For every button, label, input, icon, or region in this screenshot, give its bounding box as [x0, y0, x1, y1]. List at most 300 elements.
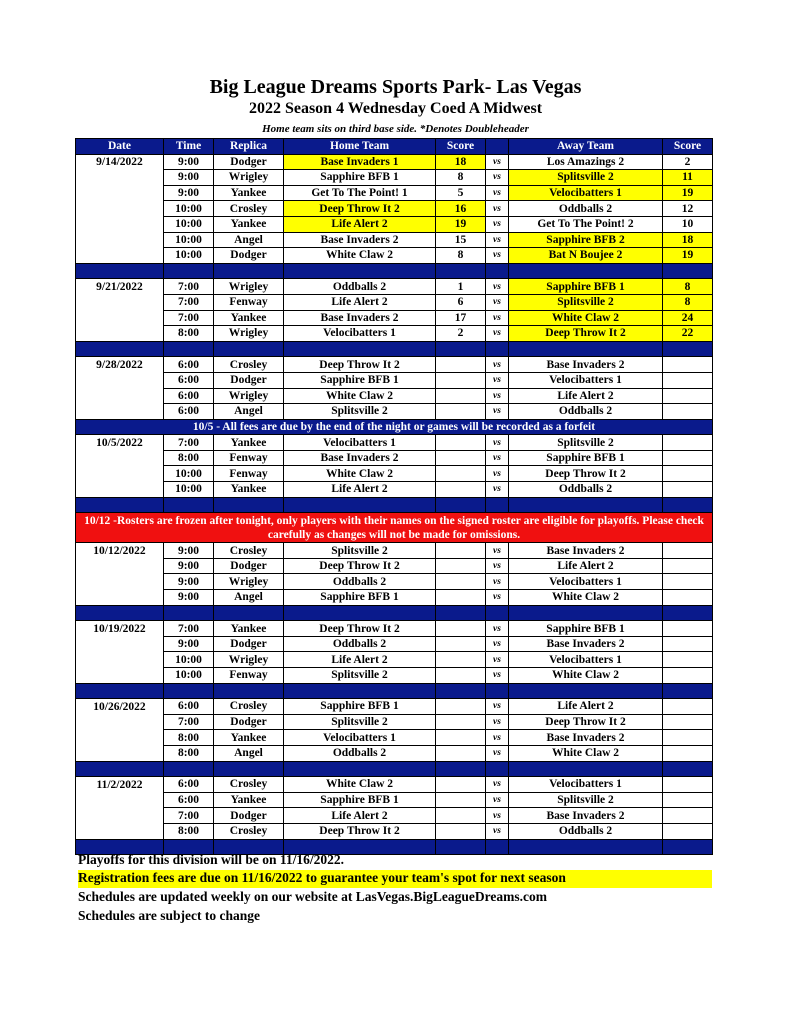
away-score-cell [663, 636, 713, 652]
away-team-cell: Velocibatters 1 [509, 185, 663, 201]
table-row [76, 450, 713, 466]
replica-field-cell: Fenway [214, 450, 284, 466]
away-score-cell [663, 466, 713, 482]
spacer-cell [436, 605, 486, 621]
away-score-cell [663, 435, 713, 451]
home-score-cell [436, 823, 486, 839]
time-cell: 8:00 [164, 730, 214, 746]
time-cell: 7:00 [164, 435, 214, 451]
away-score-cell [663, 808, 713, 824]
spacer-cell [214, 341, 284, 357]
home-team-cell: Deep Throw It 2 [284, 558, 436, 574]
away-score-cell [663, 450, 713, 466]
spacer-cell [284, 263, 436, 279]
column-header-home-score: Score [436, 139, 486, 155]
home-team-cell: Oddballs 2 [284, 574, 436, 590]
spacer-cell [164, 605, 214, 621]
spacer-cell [164, 341, 214, 357]
date-cell: 10/12/2022 [76, 543, 164, 559]
date-cell [76, 730, 164, 746]
home-score-cell [436, 388, 486, 404]
date-cell [76, 745, 164, 761]
away-team-cell: Deep Throw It 2 [509, 326, 663, 342]
replica-field-cell: Crosley [214, 777, 284, 793]
away-team-cell: Splitsville 2 [509, 435, 663, 451]
spacer-cell [164, 263, 214, 279]
away-team-cell: White Claw 2 [509, 310, 663, 326]
replica-field-cell: Dodger [214, 248, 284, 264]
away-team-cell: Oddballs 2 [509, 201, 663, 217]
date-cell [76, 294, 164, 310]
vs-label: vs [486, 466, 509, 482]
page-subtitle: 2022 Season 4 Wednesday Coed A Midwest [248, 100, 543, 117]
time-cell: 8:00 [164, 745, 214, 761]
date-cell [76, 450, 164, 466]
away-team-cell: Life Alert 2 [509, 699, 663, 715]
date-cell [76, 201, 164, 217]
replica-field-cell: Dodger [214, 372, 284, 388]
away-team-cell: Sapphire BFB 1 [509, 279, 663, 295]
replica-field-cell: Yankee [214, 730, 284, 746]
table-row [76, 279, 713, 295]
home-team-cell: Oddballs 2 [284, 279, 436, 295]
date-cell [76, 590, 164, 606]
table-row [76, 201, 713, 217]
away-team-cell: Oddballs 2 [509, 482, 663, 498]
vs-label: vs [486, 388, 509, 404]
spacer-row [76, 605, 713, 621]
replica-field-cell: Dodger [214, 636, 284, 652]
vs-label: vs [486, 558, 509, 574]
home-score-cell [436, 730, 486, 746]
away-score-cell: 24 [663, 310, 713, 326]
away-team-cell: Deep Throw It 2 [509, 714, 663, 730]
vs-label: vs [486, 714, 509, 730]
table-row [76, 558, 713, 574]
time-cell: 6:00 [164, 388, 214, 404]
home-score-cell: 1 [436, 279, 486, 295]
time-cell: 10:00 [164, 482, 214, 498]
spacer-cell [663, 683, 713, 699]
spacer-cell [663, 761, 713, 777]
vs-label: vs [486, 294, 509, 310]
vs-label: vs [486, 730, 509, 746]
vs-label: vs [486, 248, 509, 264]
home-score-cell [436, 543, 486, 559]
home-score-cell [436, 699, 486, 715]
table-row [76, 466, 713, 482]
home-score-cell [436, 668, 486, 684]
vs-label: vs [486, 154, 509, 170]
away-team-cell: Bat N Boujee 2 [509, 248, 663, 264]
home-team-cell: White Claw 2 [284, 248, 436, 264]
table-row [76, 294, 713, 310]
date-cell [76, 482, 164, 498]
spacer-cell [509, 683, 663, 699]
table-row [76, 435, 713, 451]
vs-label: vs [486, 668, 509, 684]
replica-field-cell: Yankee [214, 792, 284, 808]
replica-field-cell: Fenway [214, 466, 284, 482]
spacer-cell [284, 761, 436, 777]
time-cell: 6:00 [164, 357, 214, 373]
date-cell [76, 372, 164, 388]
replica-field-cell: Fenway [214, 668, 284, 684]
column-header-time: Time [164, 139, 214, 155]
vs-label: vs [486, 170, 509, 186]
home-score-cell [436, 714, 486, 730]
website-note: Schedules are updated weekly on our website at LasVegas.BigLeagueDreams.com [78, 889, 548, 904]
date-cell [76, 808, 164, 824]
schedule-table [75, 138, 713, 855]
date-cell [76, 326, 164, 342]
spacer-cell [663, 341, 713, 357]
home-team-cell: White Claw 2 [284, 777, 436, 793]
away-team-cell: Splitsville 2 [509, 170, 663, 186]
date-cell: 10/19/2022 [76, 621, 164, 637]
time-cell: 6:00 [164, 372, 214, 388]
home-team-cell: Sapphire BFB 1 [284, 590, 436, 606]
date-cell [76, 792, 164, 808]
spacer-cell [164, 761, 214, 777]
replica-field-cell: Dodger [214, 558, 284, 574]
vs-label: vs [486, 777, 509, 793]
replica-field-cell: Yankee [214, 435, 284, 451]
time-cell: 6:00 [164, 777, 214, 793]
home-score-cell [436, 435, 486, 451]
spacer-cell [486, 839, 509, 855]
time-cell: 9:00 [164, 543, 214, 559]
time-cell: 6:00 [164, 792, 214, 808]
home-team-cell: Oddballs 2 [284, 636, 436, 652]
home-team-cell: Life Alert 2 [284, 808, 436, 824]
spacer-cell [214, 605, 284, 621]
spacer-cell [509, 341, 663, 357]
vs-label: vs [486, 574, 509, 590]
spacer-cell [164, 683, 214, 699]
replica-field-cell: Wrigley [214, 652, 284, 668]
replica-field-cell: Wrigley [214, 170, 284, 186]
away-score-cell [663, 558, 713, 574]
spacer-cell [76, 605, 164, 621]
home-score-cell: 8 [436, 248, 486, 264]
replica-field-cell: Crosley [214, 823, 284, 839]
date-cell [76, 636, 164, 652]
replica-field-cell: Angel [214, 745, 284, 761]
spacer-row [76, 683, 713, 699]
time-cell: 7:00 [164, 714, 214, 730]
away-team-cell: Base Invaders 2 [509, 543, 663, 559]
home-team-cell: Velocibatters 1 [284, 326, 436, 342]
date-cell [76, 574, 164, 590]
home-score-cell: 18 [436, 154, 486, 170]
home-score-cell [436, 574, 486, 590]
table-header-row [76, 139, 713, 155]
vs-label: vs [486, 543, 509, 559]
away-score-cell: 19 [663, 185, 713, 201]
away-score-cell [663, 357, 713, 373]
time-cell: 9:00 [164, 170, 214, 186]
home-team-cell: Oddballs 2 [284, 745, 436, 761]
replica-field-cell: Dodger [214, 808, 284, 824]
time-cell: 6:00 [164, 404, 214, 420]
replica-field-cell: Crosley [214, 543, 284, 559]
home-score-cell [436, 792, 486, 808]
home-team-cell: Base Invaders 2 [284, 310, 436, 326]
time-cell: 9:00 [164, 185, 214, 201]
date-cell [76, 216, 164, 232]
replica-field-cell: Crosley [214, 699, 284, 715]
time-cell: 10:00 [164, 466, 214, 482]
away-score-cell: 12 [663, 201, 713, 217]
replica-field-cell: Crosley [214, 201, 284, 217]
replica-field-cell: Crosley [214, 357, 284, 373]
roster-notice-row [76, 513, 713, 543]
away-team-cell: Life Alert 2 [509, 558, 663, 574]
replica-field-cell: Wrigley [214, 388, 284, 404]
replica-field-cell: Dodger [214, 154, 284, 170]
home-team-cell: Life Alert 2 [284, 652, 436, 668]
date-cell: 11/2/2022 [76, 777, 164, 793]
spacer-cell [76, 761, 164, 777]
time-cell: 9:00 [164, 154, 214, 170]
date-cell: 10/26/2022 [76, 699, 164, 715]
vs-label: vs [486, 232, 509, 248]
table-row [76, 792, 713, 808]
home-score-cell [436, 404, 486, 420]
table-row [76, 714, 713, 730]
spacer-row [76, 497, 713, 513]
date-cell: 10/5/2022 [76, 435, 164, 451]
away-score-cell [663, 652, 713, 668]
table-row [76, 185, 713, 201]
home-score-cell [436, 808, 486, 824]
table-row [76, 326, 713, 342]
table-row [76, 652, 713, 668]
away-score-cell [663, 730, 713, 746]
away-team-cell: Splitsville 2 [509, 792, 663, 808]
spacer-cell [663, 839, 713, 855]
replica-field-cell: Angel [214, 404, 284, 420]
vs-label: vs [486, 792, 509, 808]
notice-text: 10/5 - All fees are due by the end of the night or games will be recorded as a forfeit [76, 419, 713, 435]
away-team-cell: Los Amazings 2 [509, 154, 663, 170]
home-score-cell: 5 [436, 185, 486, 201]
away-score-cell: 11 [663, 170, 713, 186]
table-row [76, 170, 713, 186]
spacer-cell [436, 761, 486, 777]
away-score-cell [663, 823, 713, 839]
home-team-cell: Velocibatters 1 [284, 435, 436, 451]
time-cell: 10:00 [164, 652, 214, 668]
vs-label: vs [486, 357, 509, 373]
home-score-cell: 19 [436, 216, 486, 232]
vs-label: vs [486, 216, 509, 232]
home-score-cell [436, 777, 486, 793]
column-header-replica: Replica [214, 139, 284, 155]
vs-label: vs [486, 621, 509, 637]
column-header-date: Date [76, 139, 164, 155]
date-cell [76, 668, 164, 684]
spacer-cell [486, 683, 509, 699]
spacer-cell [486, 761, 509, 777]
vs-label: vs [486, 279, 509, 295]
spacer-cell [76, 683, 164, 699]
date-cell [76, 404, 164, 420]
spacer-cell [284, 605, 436, 621]
time-cell: 8:00 [164, 450, 214, 466]
away-team-cell: Velocibatters 1 [509, 777, 663, 793]
vs-label: vs [486, 435, 509, 451]
date-cell [76, 823, 164, 839]
spacer-cell [284, 497, 436, 513]
vs-label: vs [486, 699, 509, 715]
replica-field-cell: Yankee [214, 482, 284, 498]
away-score-cell [663, 482, 713, 498]
home-score-cell [436, 357, 486, 373]
time-cell: 8:00 [164, 326, 214, 342]
away-team-cell: Get To The Point! 2 [509, 216, 663, 232]
away-score-cell [663, 714, 713, 730]
home-team-cell: Sapphire BFB 1 [284, 372, 436, 388]
spacer-cell [509, 263, 663, 279]
spacer-row [76, 263, 713, 279]
home-score-cell: 8 [436, 170, 486, 186]
date-cell: 9/14/2022 [76, 154, 164, 170]
time-cell: 9:00 [164, 590, 214, 606]
table-row [76, 248, 713, 264]
date-cell [76, 170, 164, 186]
spacer-cell [164, 497, 214, 513]
time-cell: 9:00 [164, 636, 214, 652]
column-header-away-score: Score [663, 139, 713, 155]
away-team-cell: Oddballs 2 [509, 823, 663, 839]
spacer-cell [509, 497, 663, 513]
home-score-cell [436, 636, 486, 652]
table-row [76, 699, 713, 715]
time-cell: 7:00 [164, 808, 214, 824]
time-cell: 7:00 [164, 294, 214, 310]
away-score-cell: 22 [663, 326, 713, 342]
replica-field-cell: Dodger [214, 714, 284, 730]
page-title: Big League Dreams Sports Park- Las Vegas [209, 76, 582, 98]
table-row [76, 636, 713, 652]
time-cell: 10:00 [164, 201, 214, 217]
spacer-cell [436, 497, 486, 513]
replica-field-cell: Wrigley [214, 574, 284, 590]
column-header-away-team: Away Team [509, 139, 663, 155]
spacer-cell [76, 497, 164, 513]
date-cell [76, 185, 164, 201]
spacer-cell [663, 605, 713, 621]
registration-note: Registration fees are due on 11/16/2022 to guarantee your team's spot for next season [78, 870, 712, 888]
date-cell [76, 714, 164, 730]
away-team-cell: Base Invaders 2 [509, 636, 663, 652]
away-score-cell: 2 [663, 154, 713, 170]
home-team-cell: Velocibatters 1 [284, 730, 436, 746]
table-row [76, 543, 713, 559]
time-cell: 7:00 [164, 310, 214, 326]
spacer-cell [436, 341, 486, 357]
replica-field-cell: Yankee [214, 621, 284, 637]
spacer-cell [284, 683, 436, 699]
spacer-cell [214, 497, 284, 513]
vs-label: vs [486, 201, 509, 217]
away-score-cell: 8 [663, 279, 713, 295]
time-cell: 10:00 [164, 216, 214, 232]
home-team-cell: White Claw 2 [284, 466, 436, 482]
home-score-cell: 2 [436, 326, 486, 342]
replica-field-cell: Yankee [214, 185, 284, 201]
home-team-cell: Splitsville 2 [284, 404, 436, 420]
date-cell [76, 232, 164, 248]
time-cell: 6:00 [164, 699, 214, 715]
table-row [76, 730, 713, 746]
time-cell: 7:00 [164, 621, 214, 637]
time-cell: 10:00 [164, 668, 214, 684]
vs-label: vs [486, 823, 509, 839]
away-team-cell: Base Invaders 2 [509, 808, 663, 824]
home-team-cell: Life Alert 2 [284, 216, 436, 232]
home-score-cell [436, 558, 486, 574]
date-cell [76, 652, 164, 668]
table-row [76, 310, 713, 326]
vs-label: vs [486, 404, 509, 420]
spacer-row [76, 341, 713, 357]
time-cell: 10:00 [164, 248, 214, 264]
spacer-cell [214, 761, 284, 777]
away-score-cell [663, 745, 713, 761]
away-team-cell: Deep Throw It 2 [509, 466, 663, 482]
home-team-cell: White Claw 2 [284, 388, 436, 404]
date-cell [76, 388, 164, 404]
table-row [76, 808, 713, 824]
away-team-cell: Base Invaders 2 [509, 730, 663, 746]
home-score-cell [436, 372, 486, 388]
date-cell [76, 310, 164, 326]
spacer-row [76, 761, 713, 777]
table-row [76, 388, 713, 404]
spacer-cell [214, 263, 284, 279]
away-team-cell: White Claw 2 [509, 590, 663, 606]
home-team-cell: Sapphire BFB 1 [284, 170, 436, 186]
table-row [76, 372, 713, 388]
time-cell: 9:00 [164, 574, 214, 590]
home-score-cell [436, 621, 486, 637]
spacer-cell [509, 761, 663, 777]
date-cell [76, 558, 164, 574]
column-header-vs [486, 139, 509, 155]
home-score-cell [436, 482, 486, 498]
table-row [76, 216, 713, 232]
away-team-cell: Velocibatters 1 [509, 574, 663, 590]
home-score-cell: 15 [436, 232, 486, 248]
away-score-cell [663, 792, 713, 808]
spacer-cell [509, 605, 663, 621]
home-team-cell: Life Alert 2 [284, 294, 436, 310]
spacer-cell [436, 683, 486, 699]
away-score-cell [663, 372, 713, 388]
spacer-cell [214, 683, 284, 699]
away-score-cell [663, 543, 713, 559]
playoffs-note: Playoffs for this division will be on 11/16/2022. [78, 852, 345, 867]
replica-field-cell: Angel [214, 232, 284, 248]
away-score-cell: 10 [663, 216, 713, 232]
home-team-cell: Base Invaders 2 [284, 232, 436, 248]
spacer-cell [486, 263, 509, 279]
time-cell: 7:00 [164, 279, 214, 295]
home-team-cell: Base Invaders 2 [284, 450, 436, 466]
